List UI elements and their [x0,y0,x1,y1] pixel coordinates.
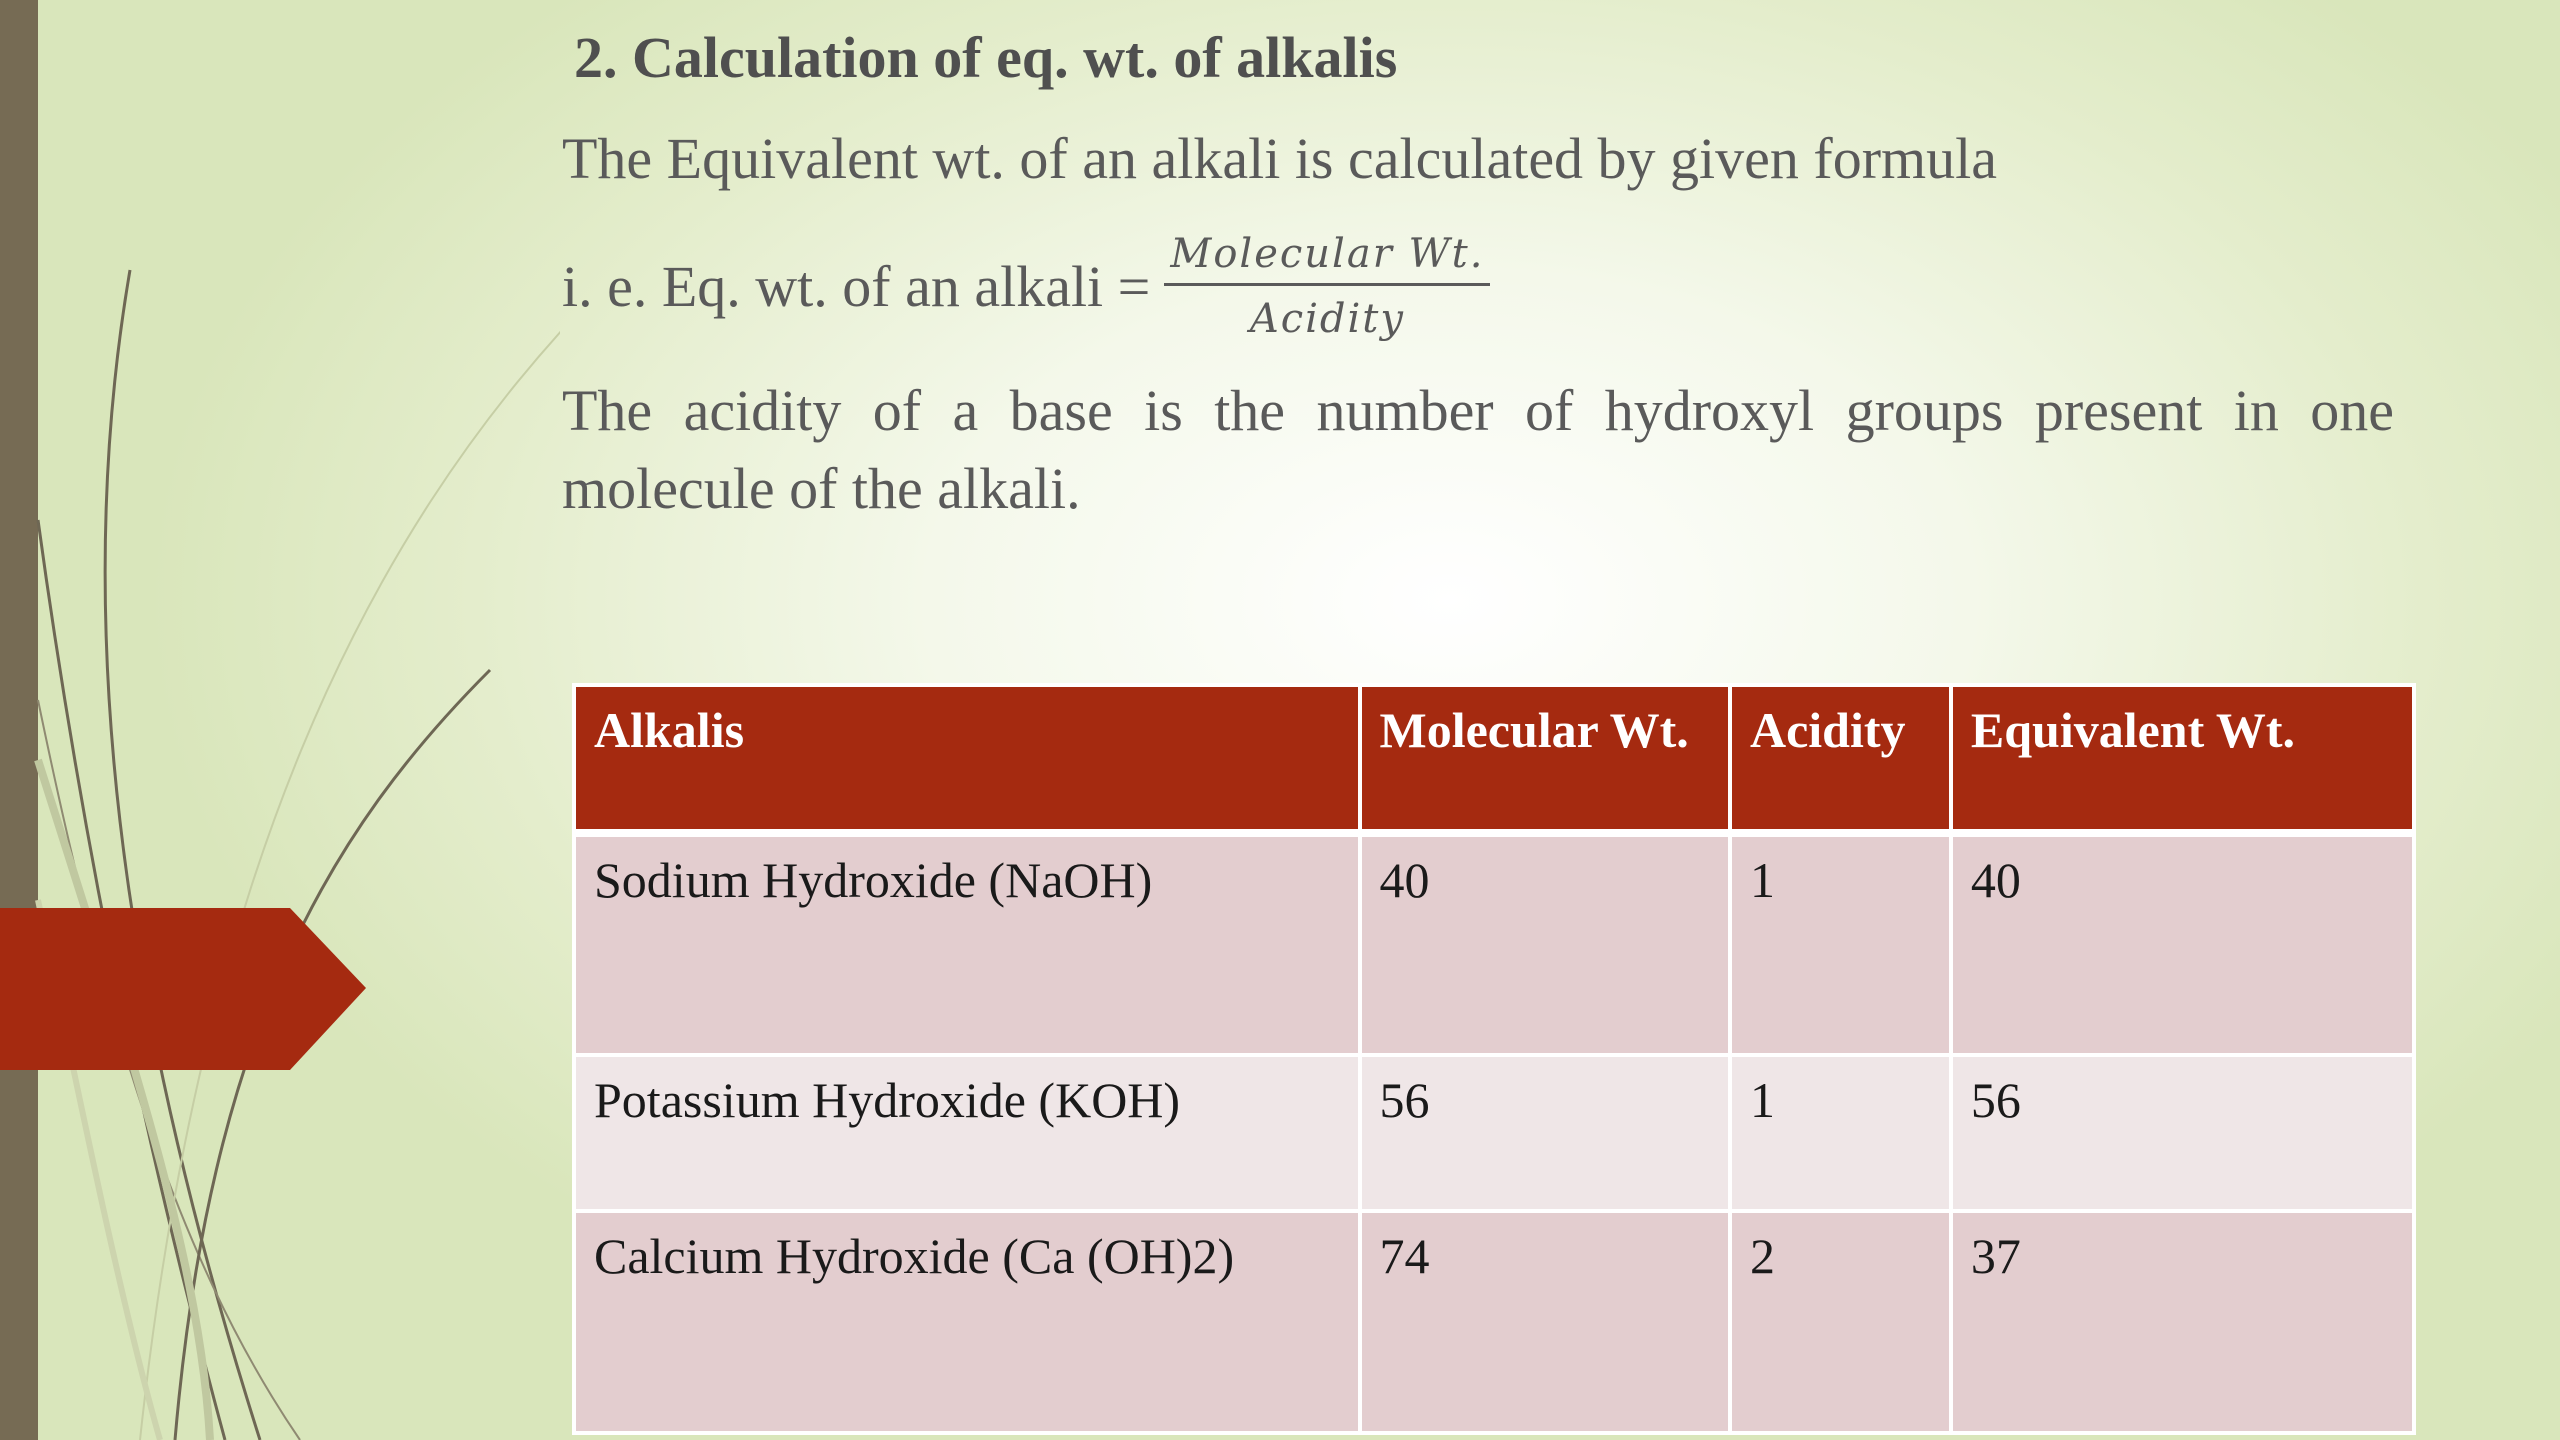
alkali-table [572,683,2416,1435]
cell-molecular-wt: 56 [1360,1055,1730,1211]
red-arrow-tab [0,908,366,1070]
slide-content [562,18,2400,528]
table-row [574,1211,2414,1433]
column-header-molecular-wt: Molecular Wt. [1360,685,1730,833]
cell-equivalent-wt: 40 [1951,833,2414,1055]
decorative-swirl-lines [0,0,560,1440]
cell-alkali: Sodium Hydroxide (NaOH) [574,833,1360,1055]
formula-denominator: Acidity [1249,295,1405,342]
formula-lhs: i. e. Eq. wt. of an alkali = [562,253,1151,319]
intro-text: The Equivalent wt. of an alkali is calculated by given formula [562,126,1998,191]
slide-heading: 2. Calculation of eq. wt. of alkalis [574,25,1398,90]
definition-text: The acidity of a base is the number of hydroxyl groups present in one molecule of the alkali. [562,378,2394,521]
table-row [574,833,2414,1055]
cell-alkali: Potassium Hydroxide (KOH) [574,1055,1360,1211]
column-header-acidity: Acidity [1730,685,1951,833]
cell-acidity: 2 [1730,1211,1951,1433]
cell-molecular-wt: 74 [1360,1211,1730,1433]
column-header-alkalis: Alkalis [574,685,1360,833]
cell-alkali: Calcium Hydroxide (Ca (OH)2) [574,1211,1360,1433]
cell-acidity: 1 [1730,1055,1951,1211]
formula-numerator: Molecular Wt. [1170,230,1485,277]
formula-fraction [1164,231,1490,342]
table-header-row [574,685,2414,833]
cell-molecular-wt: 40 [1360,833,1730,1055]
formula-line [562,222,2400,350]
column-header-equivalent-wt: Equivalent Wt. [1951,685,2414,833]
cell-equivalent-wt: 37 [1951,1211,2414,1433]
table-row [574,1055,2414,1211]
cell-equivalent-wt: 56 [1951,1055,2414,1211]
cell-acidity: 1 [1730,833,1951,1055]
